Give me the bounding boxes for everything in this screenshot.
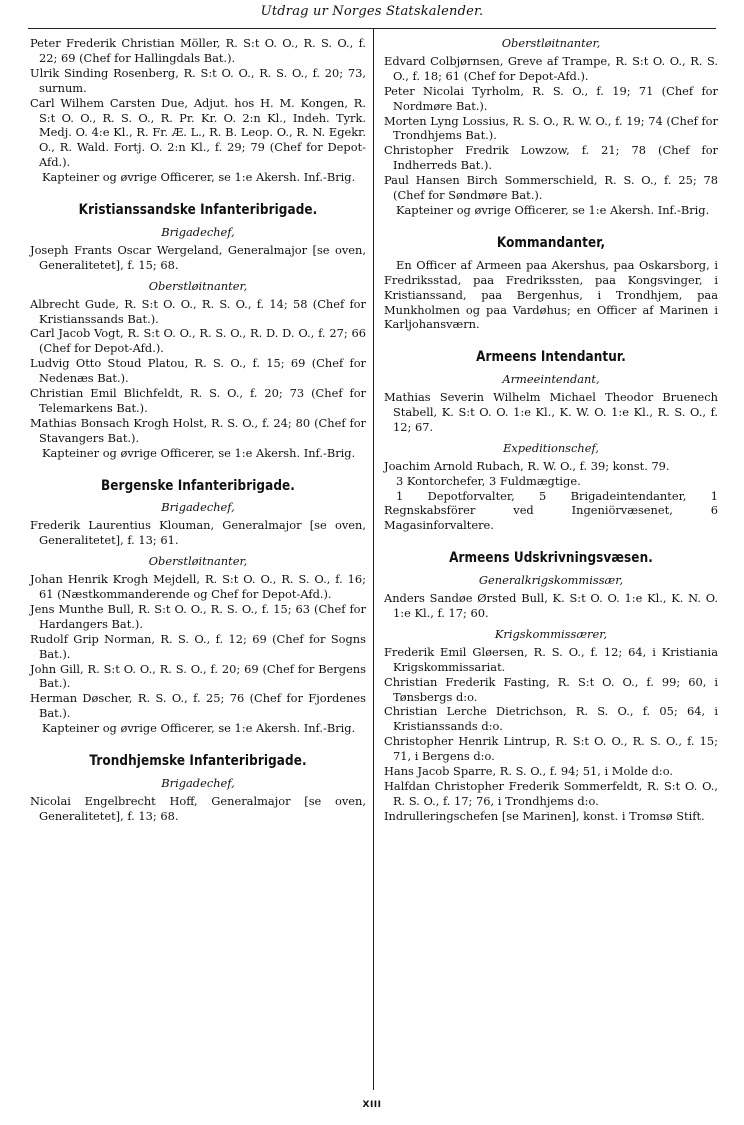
right-column (384, 36, 718, 824)
entry: Indrulleringschefen [se Marinen], konst. i Tromsø Stift. (384, 808, 705, 823)
entry: Herman Døscher, R. S. O., f. 25; 76 (Chef for Fjordenes Bat.). (30, 691, 366, 721)
entry: Jens Munthe Bull, R. S:t O. O., R. S. O., f. 15; 63 (Chef for Hardangers Bat.). (30, 601, 366, 631)
note: Kapteiner og øvrige Officerer, se 1:e Akersh. Inf.-Brig. (396, 202, 710, 217)
entry: Rudolf Grip Norman, R. S. O., f. 12; 69 (Chef for Sogns Bat.). (30, 631, 366, 661)
subheading: Generalkrigskommissær, (478, 573, 624, 588)
entry: Albrecht Gude, R. S:t O. O., R. S. O., f. 14; 58 (Chef for Kristianssands Bat.). (30, 296, 366, 326)
entry: Carl Wilhem Carsten Due, Adjut. hos H. M. Kongen, R. S:t O. O., R. S. O., R. Pr. Kr. O. 2:n Kl., Indeh. Tyrk. Medj. O. 4:e Kl., R. Fr. Æ. L., R. B. Leop. O., R. N. Egekr. O., R. Wald. Fortj. O. 2:n Kl., f. 29; 79 (Chef for Depot-Afd.). (30, 95, 366, 170)
entry: Christopher Henrik Lintrup, R. S:t O. O., R. S. O., f. 15; 71, i Bergens d:o. (384, 734, 718, 764)
entry: Mathias Severin Wilhelm Michael Theodor Bruenech Stabell, K. S:t O. O. 1:e Kl., K. W. O. 1:e Kl., R. S. O., f. 12; 67. (384, 390, 718, 434)
section-heading: Bergenske Infanteribrigade. (101, 477, 295, 494)
entry: Carl Jacob Vogt, R. S:t O. O., R. S. O., R. D. D. O., f. 27; 66 (Chef for Depot-Afd.). (30, 326, 366, 356)
entry: Nicolai Engelbrecht Hoff, Generalmajor [se oven, Generalitetet], f. 13; 68. (30, 793, 366, 823)
staff-line: 1 Depotforvalter, 5 Brigadeintendanter, 1 Regnskabsförer ved Ingeniörvæsenet, 6 Magasinforvaltere. (384, 488, 718, 533)
section-heading: Armeens Udskrivningsvæsen. (449, 550, 653, 567)
subheading: Brigadechef, (161, 224, 235, 239)
entry: Ludvig Otto Stoud Platou, R. S. O., f. 15; 69 (Chef for Nedenæs Bat.). (30, 356, 366, 386)
subheading: Brigadechef, (161, 775, 235, 790)
entry: Anders Sandøe Ørsted Bull, K. S:t O. O. 1:e Kl., K. N. O. 1:e Kl., f. 17; 60. (384, 591, 718, 620)
entry: Christian Emil Blichfeldt, R. S. O., f. 20; 73 (Chef for Telemarkens Bat.). (30, 386, 366, 415)
entry: Paul Hansen Birch Sommerschield, R. S. O., f. 25; 78 (Chef for Søndmøre Bat.). (384, 173, 718, 203)
entry: Ulrik Sinding Rosenberg, R. S:t O. O., R. S. O., f. 20; 73, surnum. (30, 65, 366, 95)
entry: Christian Frederik Fasting, R. S:t O. O., f. 99; 60, i Tønsbergs d:o. (384, 674, 718, 704)
subheading: Brigadechef, (161, 500, 235, 515)
entry: Joachim Arnold Rubach, R. W. O., f. 39; konst. 79. (384, 458, 670, 473)
entry: Hans Jacob Sparre, R. S. O., f. 94; 51, i Molde d:o. (384, 764, 674, 779)
subheading: Expeditionschef, (503, 440, 599, 455)
entry: Morten Lyng Lossius, R. S. O., R. W. O., f. 19; 74 (Chef for Trondhjems Bat.). (384, 113, 718, 143)
subheading: Oberstløitnanter, (501, 36, 601, 50)
section-heading: Kristianssandske Infanteribrigade. (78, 202, 318, 219)
section-heading: Trondhjemske Infanteribrigade. (89, 753, 307, 770)
subheading: Oberstløitnanter, (148, 278, 248, 293)
subheading: Krigskommissærer, (494, 626, 608, 641)
left-column (30, 36, 366, 824)
header-rule (28, 28, 716, 29)
note: Kapteiner og øvrige Officerer, se 1:e Akersh. Inf.-Brig. (42, 170, 356, 185)
entry: Christian Lerche Dietrichson, R. S. O., f. 05; 64, i Kristianssands d:o. (384, 704, 718, 734)
note: Kapteiner og øvrige Officerer, se 1:e Akersh. Inf.-Brig. (42, 721, 356, 736)
entry: Frederik Emil Gløersen, R. S. O., f. 12; 64, i Kristiania Krigskommissariat. (384, 644, 718, 674)
paragraph: En Officer af Armeen paa Akershus, paa Oskarsborg, i Fredriksstad, paa Fredrikssten, paa Kongsvinger, i Kristianssand, paa Bergenhus, i Trondhjem, paa Munkholmen og paa Vardøhus; en Officer af Marinen i Karljohansværn. (384, 257, 718, 332)
column-divider (373, 28, 374, 1090)
entry: Peter Frederik Christian Möller, R. S:t O. O., R. S. O., f. 22; 69 (Chef for Hallingdals Bat.). (30, 36, 366, 65)
entry: John Gill, R. S:t O. O., R. S. O., f. 20; 69 (Chef for Bergens Bat.). (30, 661, 366, 691)
entry: Edvard Colbjørnsen, Greve af Trampe, R. S:t O. O., R. S. O., f. 18; 61 (Chef for Depot-Afd.). (384, 53, 718, 83)
note: Kapteiner og øvrige Officerer, se 1:e Akersh. Inf.-Brig. (42, 445, 356, 460)
section-heading: Kommandanter, (496, 234, 606, 251)
subheading: Armeeintendant, (502, 372, 600, 387)
subheading: Oberstløitnanter, (148, 554, 248, 569)
entry: Halfdan Christopher Frederik Sommerfeldt, R. S:t O. O., R. S. O., f. 17; 76, i Trondhjems d:o. (384, 778, 718, 808)
page-number: XIII (362, 1100, 382, 1110)
entry: Mathias Bonsach Krogh Holst, R. S. O., f. 24; 80 (Chef for Stavangers Bat.). (30, 415, 366, 445)
section-heading: Armeens Intendantur. (476, 349, 626, 366)
entry: Christopher Fredrik Lowzow, f. 21; 78 (Chef for Indherreds Bat.). (384, 143, 718, 173)
staff-line: 3 Kontorchefer, 3 Fuldmægtige. (396, 473, 581, 488)
entry: Peter Nicolai Tyrholm, R. S. O., f. 19; 71 (Chef for Nordmøre Bat.). (384, 83, 718, 113)
entry: Joseph Frants Oscar Wergeland, Generalmajor [se oven, Generalitetet], f. 15; 68. (30, 242, 366, 272)
entry: Johan Henrik Krogh Mejdell, R. S:t O. O., R. S. O., f. 16; 61 (Næstkommanderende og Chef for Depot-Afd.). (30, 572, 366, 601)
page-header: Utdrag ur Norges Statskalender. (260, 4, 484, 19)
entry: Frederik Laurentius Klouman, Generalmajor [se oven, Generalitetet], f. 13; 61. (30, 518, 366, 548)
